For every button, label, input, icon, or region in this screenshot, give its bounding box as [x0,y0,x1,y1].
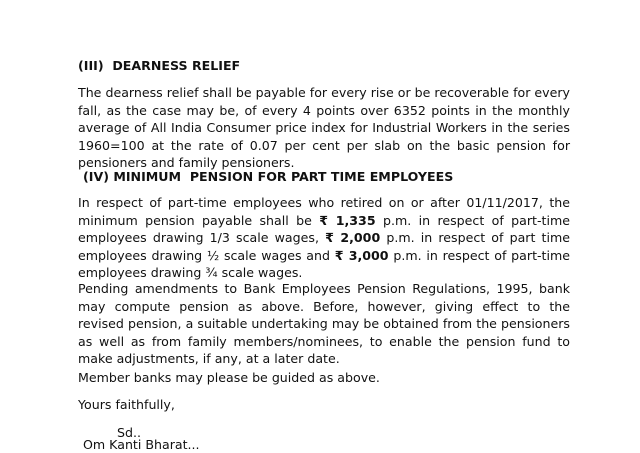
signature: Sd.. [117,425,141,440]
paragraph-line: pensioners and family pensioners. [78,155,295,171]
paragraph-line [78,212,570,230]
paragraph-line [78,229,570,247]
pension-amount-half: ₹ 2,000 [325,230,381,246]
paragraph-line: as well as from family members/nominees, to enable the pension fund to [78,333,570,349]
guidance-line: Member banks may please be guided as above. [78,370,380,385]
paragraph-line: 1960=100 at the rate of 0.07 per cent per slab on the basic pension for [78,137,570,153]
paragraph-line: average of All India Consumer price index for Industrial Workers in the series [78,120,570,136]
text-fragment: employees drawing 1/3 scale wages, [78,230,326,246]
paragraph-line: employees drawing ¾ scale wages. [78,265,303,281]
dearness-relief-paragraph [78,84,570,172]
paragraph-line [78,247,570,265]
signatory-name: Om Kanti Bharat... [83,437,200,452]
text-fragment: p.m. in respect of part-time [388,247,571,263]
paragraph-line: fall, as the case may be, of every 4 points over 6352 points in the monthly [78,102,570,118]
paragraph-line: may compute pension as above. Before, however, giving effect to the [78,298,570,314]
pending-amendments-paragraph [78,280,570,368]
minimum-pension-paragraph [78,194,570,282]
section-heading-minimum-pension: (IV) MINIMUM PENSION FOR PART TIME EMPLOYEES [83,169,454,184]
paragraph-line: make adjustments, if any, at a later date. [78,351,340,367]
pension-amount-three-quarter: ₹ 3,000 [334,247,389,263]
salutation: Yours faithfully, [78,397,175,412]
paragraph-line: In respect of part-time employees who retired on or after 01/11/2017, the [78,195,570,210]
pension-amount-one-third: ₹ 1,335 [319,212,376,228]
text-fragment: employees drawing ½ scale wages and [78,247,335,263]
paragraph-line: revised pension, a suitable undertaking may be obtained from the pensioners [78,316,570,332]
section-heading-dearness-relief: (III) DEARNESS RELIEF [78,58,241,73]
text-fragment: p.m. in respect of part time [380,230,570,246]
paragraph-line: Pending amendments to Bank Employees Pension Regulations, 1995, bank [78,281,570,296]
text-fragment: p.m. in respect of part-time [375,212,570,228]
text-fragment: minimum pension payable shall be [78,212,320,228]
paragraph-line: The dearness relief shall be payable for every rise or be recoverable for every [78,85,570,100]
